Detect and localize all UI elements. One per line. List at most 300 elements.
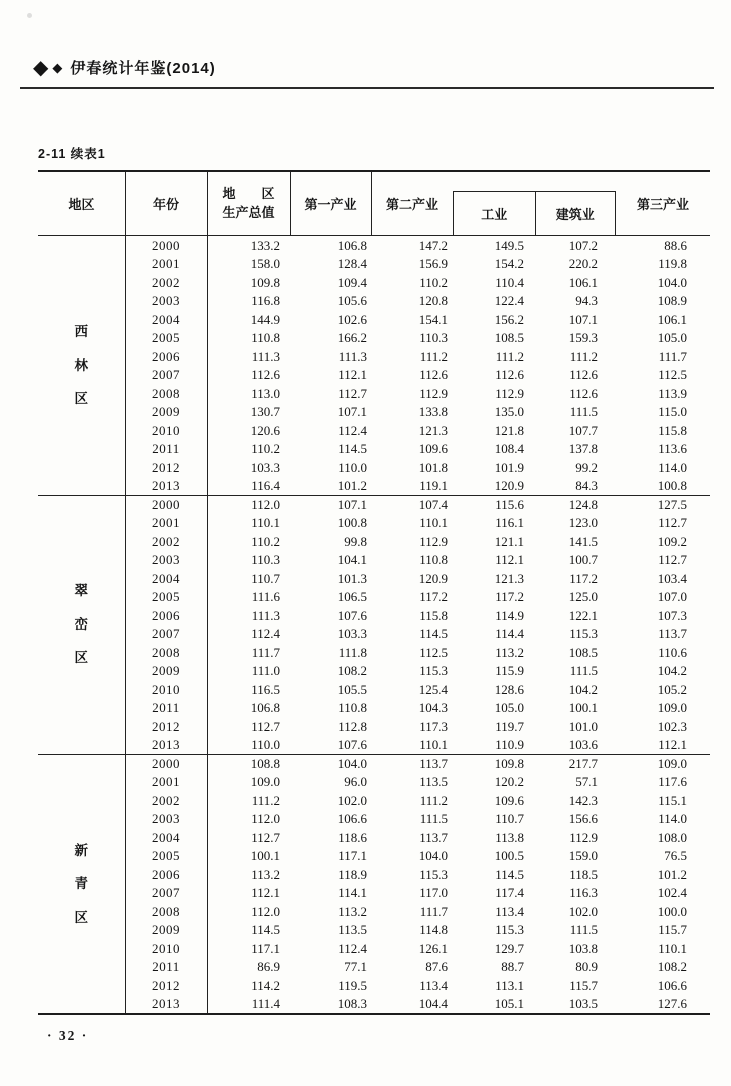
- gdp-value: 116.5: [251, 681, 280, 697]
- tertiary-value: 108.9: [657, 293, 687, 309]
- construction-value: 111.2: [569, 348, 598, 364]
- industry-value: 110.9: [495, 737, 524, 752]
- table-row: [38, 921, 710, 940]
- header-primary-industry: 第一产业: [304, 197, 357, 212]
- industry-value: 113.2: [495, 644, 524, 660]
- region-label-char: 区: [74, 650, 88, 666]
- primary-value: 108.2: [337, 663, 367, 679]
- table-row: [38, 754, 710, 773]
- secondary-value: 111.5: [419, 811, 448, 827]
- construction-value: 80.9: [575, 959, 598, 975]
- region-label-char: 翠: [74, 583, 88, 599]
- construction-value: 102.0: [568, 903, 598, 919]
- construction-value: 111.5: [569, 922, 598, 938]
- header-rule: [20, 87, 714, 89]
- gdp-value: 120.6: [250, 422, 280, 438]
- header-gdp-line1: 地 区: [222, 186, 275, 202]
- gdp-value: 111.0: [251, 663, 280, 679]
- industry-value: 121.8: [494, 422, 524, 438]
- gdp-value: 112.6: [251, 367, 280, 383]
- tertiary-value: 102.4: [657, 885, 687, 901]
- secondary-value: 110.2: [419, 274, 448, 290]
- tertiary-value: 115.8: [658, 422, 687, 438]
- year-cell: 2002: [125, 273, 207, 292]
- secondary-value: 113.5: [419, 774, 448, 790]
- column-rule: [125, 172, 126, 235]
- year-cell: 2005: [125, 847, 207, 866]
- table-row: [38, 939, 710, 958]
- secondary-value: 114.5: [419, 626, 448, 642]
- secondary-value: 104.0: [418, 848, 448, 864]
- year-cell: 2010: [125, 939, 207, 958]
- construction-value: 84.3: [575, 478, 598, 493]
- year-cell: 2004: [125, 569, 207, 588]
- industry-value: 117.4: [495, 885, 524, 901]
- table-row: [38, 717, 710, 736]
- construction-value: 57.1: [575, 774, 598, 790]
- secondary-value: 110.3: [419, 330, 448, 346]
- gdp-value: 111.7: [251, 644, 280, 660]
- header-secondary-industry: 第二产业: [385, 197, 438, 212]
- header-gdp-line2: 生产总值: [222, 204, 275, 220]
- primary-value: 104.1: [337, 552, 367, 568]
- table-row: [38, 347, 710, 366]
- industry-value: 115.6: [453, 495, 535, 514]
- industry-value: 119.7: [495, 718, 524, 734]
- industry-value: 112.1: [495, 552, 524, 568]
- table-row: [38, 865, 710, 884]
- primary-value: 118.6: [338, 829, 367, 845]
- tertiary-value: 112.1: [658, 737, 687, 752]
- tertiary-value: 108.2: [657, 959, 687, 975]
- secondary-value: 156.9: [418, 256, 448, 272]
- construction-value: 156.6: [568, 811, 598, 827]
- table-row: [38, 477, 710, 496]
- construction-value: 137.8: [568, 441, 598, 457]
- construction-value: 99.2: [575, 459, 598, 475]
- column-rule: [371, 172, 372, 235]
- region-label-char: 青: [74, 876, 88, 891]
- table-row: [38, 310, 710, 329]
- industry-value: 115.9: [495, 663, 524, 679]
- construction-value: 104.2: [568, 681, 598, 697]
- tertiary-value: 100.0: [657, 903, 687, 919]
- tertiary-value: 105.0: [657, 330, 687, 346]
- primary-value: 106.5: [337, 589, 367, 605]
- construction-value: 117.2: [569, 570, 598, 586]
- gdp-value: 103.3: [250, 459, 280, 475]
- tertiary-value: 100.8: [657, 478, 687, 493]
- year-cell: 2002: [125, 791, 207, 810]
- primary-value: 101.2: [337, 478, 367, 493]
- secondary-value: 112.6: [419, 367, 448, 383]
- construction-value: 111.5: [569, 663, 598, 679]
- tertiary-value: 112.7: [658, 515, 687, 531]
- industry-value: 115.3: [495, 922, 524, 938]
- secondary-value: 115.8: [419, 607, 448, 623]
- table-row: [38, 514, 710, 533]
- region-label-vertical: [38, 844, 125, 925]
- gdp-value: 111.3: [251, 348, 280, 364]
- construction-value: 100.7: [568, 552, 598, 568]
- primary-value: 102.6: [337, 311, 367, 327]
- tertiary-value: 109.0: [657, 700, 687, 716]
- tertiary-value: 109.0: [616, 754, 710, 773]
- secondary-value: 120.8: [418, 293, 448, 309]
- industry-value: 105.0: [494, 700, 524, 716]
- industry-value: 114.4: [495, 626, 524, 642]
- construction-value: 103.6: [568, 737, 598, 752]
- gdp-value: 112.0: [251, 811, 280, 827]
- gdp-value: 117.1: [251, 940, 280, 956]
- gdp-value: 111.6: [251, 589, 280, 605]
- construction-value: 112.6: [569, 385, 598, 401]
- header-industry: 工业: [454, 192, 536, 235]
- table-row: [38, 884, 710, 903]
- secondary-value: 87.6: [425, 959, 448, 975]
- tertiary-value: 102.3: [657, 718, 687, 734]
- tertiary-value: 104.2: [657, 663, 687, 679]
- table-row: [38, 625, 710, 644]
- secondary-value: 114.8: [419, 922, 448, 938]
- year-cell: 2003: [125, 551, 207, 570]
- secondary-value: 111.2: [419, 792, 448, 808]
- data-table: [38, 236, 710, 1013]
- table-row: [38, 551, 710, 570]
- secondary-value: 117.2: [419, 589, 448, 605]
- construction-value: 103.5: [568, 996, 598, 1012]
- year-cell: 2005: [125, 329, 207, 348]
- year-cell: 2010: [125, 680, 207, 699]
- construction-value: 217.7: [535, 754, 616, 773]
- year-cell: 2000: [125, 495, 207, 514]
- secondary-value: 110.8: [419, 552, 448, 568]
- gdp-value: 113.2: [251, 866, 280, 882]
- tertiary-value: 114.0: [658, 459, 687, 475]
- secondary-value: 101.8: [418, 459, 448, 475]
- construction-value: 103.8: [568, 940, 598, 956]
- tertiary-value: 111.7: [658, 348, 687, 364]
- gdp-value: 116.8: [251, 293, 280, 309]
- primary-value: 109.4: [337, 274, 367, 290]
- region-label-char: 区: [74, 909, 88, 925]
- industry-value: 108.4: [494, 441, 524, 457]
- industry-value: 135.0: [494, 404, 524, 420]
- industry-value: 101.9: [494, 459, 524, 475]
- year-cell: 2009: [125, 662, 207, 681]
- primary-value: 117.1: [338, 848, 367, 864]
- primary-value: 112.1: [338, 367, 367, 383]
- industry-value: 114.5: [495, 866, 524, 882]
- tertiary-value: 103.4: [657, 570, 687, 586]
- primary-value: 102.0: [337, 792, 367, 808]
- gdp-value: 112.7: [251, 829, 280, 845]
- gdp-value: 109.8: [250, 274, 280, 290]
- year-cell: 2009: [125, 403, 207, 422]
- region-label-char: 新: [74, 842, 88, 858]
- table-row: [38, 366, 710, 385]
- primary-value: 96.0: [344, 774, 367, 790]
- gdp-value: 116.4: [251, 478, 280, 493]
- table-header: [38, 172, 710, 236]
- table-row: [38, 847, 710, 866]
- region-label-vertical: [38, 584, 125, 665]
- table-row: [38, 828, 710, 847]
- industry-value: 112.9: [495, 385, 524, 401]
- page-header: [33, 57, 216, 78]
- secondary-value: 112.9: [419, 533, 448, 549]
- industry-value: 111.2: [495, 348, 524, 364]
- secondary-value: 133.8: [418, 404, 448, 420]
- secondary-value: 126.1: [418, 940, 448, 956]
- construction-value: 142.3: [568, 792, 598, 808]
- tertiary-value: 115.7: [658, 922, 687, 938]
- industry-value: 108.5: [494, 330, 524, 346]
- scan-speck: [27, 13, 32, 18]
- tertiary-value: 106.1: [657, 311, 687, 327]
- construction-value: 106.1: [568, 274, 598, 290]
- gdp-value: 112.0: [251, 903, 280, 919]
- table-row: [38, 606, 710, 625]
- primary-value: 113.2: [338, 903, 367, 919]
- year-cell: 2001: [125, 773, 207, 792]
- table-body: [38, 236, 710, 1013]
- table-row: [38, 736, 710, 755]
- primary-value: 111.3: [338, 348, 367, 364]
- year-cell: 2005: [125, 588, 207, 607]
- primary-value: 128.4: [337, 256, 367, 272]
- construction-value: 115.7: [569, 977, 598, 993]
- table-row: [38, 680, 710, 699]
- secondary-subcolumns-box: [453, 191, 616, 235]
- primary-value: 112.4: [338, 940, 367, 956]
- region-label-char: 区: [74, 391, 88, 406]
- primary-value: 108.3: [337, 996, 367, 1012]
- tertiary-value: 106.6: [657, 977, 687, 993]
- secondary-value: 110.1: [419, 515, 448, 531]
- year-cell: 2000: [125, 236, 207, 255]
- industry-value: 109.6: [494, 792, 524, 808]
- year-cell: 2007: [125, 884, 207, 903]
- primary-value: 105.5: [337, 681, 367, 697]
- table-row: [38, 403, 710, 422]
- year-cell: 2006: [125, 865, 207, 884]
- gdp-value: 109.0: [250, 774, 280, 790]
- column-rule: [290, 172, 291, 235]
- table-caption: 2-11 续表1: [38, 147, 106, 161]
- secondary-value: 112.9: [419, 385, 448, 401]
- table-row: [38, 255, 710, 274]
- secondary-value: 117.3: [419, 718, 448, 734]
- year-cell: 2012: [125, 717, 207, 736]
- tertiary-value: 107.3: [657, 607, 687, 623]
- page-number: · 32 ·: [47, 1028, 89, 1043]
- primary-value: 118.9: [338, 866, 367, 882]
- region-label-char: 西: [74, 324, 88, 339]
- table-row: [38, 273, 710, 292]
- primary-value: 100.8: [337, 515, 367, 531]
- gdp-value: 114.2: [251, 977, 280, 993]
- construction-value: 220.2: [568, 256, 598, 272]
- year-cell: 2012: [125, 976, 207, 995]
- year-cell: 2013: [125, 995, 207, 1014]
- year-cell: 2013: [125, 477, 207, 496]
- construction-value: 124.8: [535, 495, 616, 514]
- gdp-value: 112.4: [251, 626, 280, 642]
- gdp-value: 111.3: [251, 607, 280, 623]
- construction-value: 125.0: [568, 589, 598, 605]
- secondary-value: 104.4: [418, 996, 448, 1012]
- diamond-small-icon: ◆: [52, 60, 64, 75]
- table-row: [38, 902, 710, 921]
- year-cell: 2003: [125, 810, 207, 829]
- gdp-value: 113.0: [251, 385, 280, 401]
- primary-value: 99.8: [344, 533, 367, 549]
- year-cell: 2012: [125, 458, 207, 477]
- year-cell: 2011: [125, 440, 207, 459]
- tertiary-value: 113.7: [658, 626, 687, 642]
- year-cell: 2002: [125, 532, 207, 551]
- secondary-value: 109.6: [418, 441, 448, 457]
- secondary-value: 113.7: [371, 754, 453, 773]
- region-label: [38, 754, 125, 1013]
- primary-value: 107.1: [337, 404, 367, 420]
- gdp-value: 111.2: [251, 792, 280, 808]
- industry-value: 117.2: [495, 589, 524, 605]
- construction-value: 101.0: [568, 718, 598, 734]
- secondary-value: 104.3: [418, 700, 448, 716]
- table-row: [38, 458, 710, 477]
- table-row: [38, 421, 710, 440]
- industry-value: 113.4: [495, 903, 524, 919]
- year-cell: 2008: [125, 643, 207, 662]
- primary-value: 107.6: [337, 607, 367, 623]
- primary-value: 114.5: [338, 441, 367, 457]
- secondary-value: 107.4: [371, 495, 453, 514]
- primary-value: 119.5: [338, 977, 367, 993]
- gdp-value: 112.7: [251, 718, 280, 734]
- table-row: [38, 440, 710, 459]
- construction-value: 118.5: [569, 866, 598, 882]
- construction-value: 100.1: [568, 700, 598, 716]
- industry-value: 100.5: [494, 848, 524, 864]
- gdp-value: 112.1: [251, 885, 280, 901]
- industry-value: 109.8: [453, 754, 535, 773]
- industry-value: 121.3: [494, 570, 524, 586]
- construction-value: 112.9: [569, 829, 598, 845]
- year-cell: 2004: [125, 828, 207, 847]
- header-gdp: [207, 172, 290, 235]
- tertiary-value: 114.0: [658, 811, 687, 827]
- tertiary-value: 113.9: [658, 385, 687, 401]
- industry-value: 116.1: [495, 515, 524, 531]
- gdp-value: 110.2: [251, 533, 280, 549]
- table-row: [38, 643, 710, 662]
- gdp-value: 133.2: [250, 237, 280, 253]
- industry-value: 112.6: [495, 367, 524, 383]
- tertiary-value: 115.0: [658, 404, 687, 420]
- region-label-char: 峦: [74, 616, 88, 632]
- industry-value: 110.7: [495, 811, 524, 827]
- gdp-value: 110.1: [251, 515, 280, 531]
- gdp-value: 110.0: [251, 737, 280, 752]
- table-row: [38, 810, 710, 829]
- construction-value: 116.3: [569, 885, 598, 901]
- construction-value: 107.1: [568, 311, 598, 327]
- primary-value: 106.8: [337, 237, 367, 253]
- industry-value: 110.4: [495, 274, 524, 290]
- tertiary-value: 113.6: [658, 441, 687, 457]
- tertiary-value: 115.1: [658, 792, 687, 808]
- gdp-value: 110.7: [251, 570, 280, 586]
- tertiary-value: 101.2: [657, 866, 687, 882]
- industry-value: 121.1: [494, 533, 524, 549]
- primary-value: 106.6: [337, 811, 367, 827]
- header-region: 地区: [68, 197, 95, 212]
- primary-value: 111.8: [338, 644, 367, 660]
- industry-value: 114.9: [495, 607, 524, 623]
- table-row: [38, 329, 710, 348]
- construction-value: 112.6: [569, 367, 598, 383]
- secondary-value: 154.1: [418, 311, 448, 327]
- table-row: [38, 292, 710, 311]
- tertiary-value: 127.6: [657, 996, 687, 1012]
- tertiary-value: 112.5: [658, 367, 687, 383]
- tertiary-value: 107.0: [657, 589, 687, 605]
- year-cell: 2011: [125, 958, 207, 977]
- secondary-value: 113.4: [419, 977, 448, 993]
- construction-value: 122.1: [568, 607, 598, 623]
- tertiary-value: 76.5: [664, 848, 687, 864]
- region-label-char: 林: [74, 357, 88, 373]
- primary-value: 110.0: [338, 459, 367, 475]
- gdp-value: 106.8: [250, 700, 280, 716]
- gdp-value: 110.2: [251, 441, 280, 457]
- year-cell: 2001: [125, 255, 207, 274]
- secondary-value: 119.1: [419, 478, 448, 493]
- column-rule: [207, 172, 208, 235]
- secondary-value: 111.7: [419, 903, 448, 919]
- region-label: [38, 495, 125, 754]
- secondary-value: 110.1: [419, 737, 448, 752]
- year-cell: 2004: [125, 310, 207, 329]
- construction-value: 107.7: [568, 422, 598, 438]
- gdp-value: 158.0: [250, 256, 280, 272]
- table-row: [38, 958, 710, 977]
- table-row: [38, 532, 710, 551]
- secondary-value: 117.0: [419, 885, 448, 901]
- industry-value: 113.8: [495, 829, 524, 845]
- primary-value: 114.1: [338, 885, 367, 901]
- industry-value: 105.1: [494, 996, 524, 1012]
- table-row: [38, 569, 710, 588]
- year-cell: 2001: [125, 514, 207, 533]
- table-row: [38, 773, 710, 792]
- industry-value: 122.4: [494, 293, 524, 309]
- industry-value: 128.6: [494, 681, 524, 697]
- primary-value: 113.5: [338, 922, 367, 938]
- primary-value: 112.4: [338, 422, 367, 438]
- gdp-value: 100.1: [250, 848, 280, 864]
- secondary-value: 115.3: [419, 663, 448, 679]
- table-row: [38, 236, 710, 255]
- tertiary-value: 109.2: [657, 533, 687, 549]
- construction-value: 141.5: [568, 533, 598, 549]
- construction-value: 159.0: [568, 848, 598, 864]
- primary-value: 112.7: [338, 385, 367, 401]
- construction-value: 108.5: [568, 644, 598, 660]
- construction-value: 159.3: [568, 330, 598, 346]
